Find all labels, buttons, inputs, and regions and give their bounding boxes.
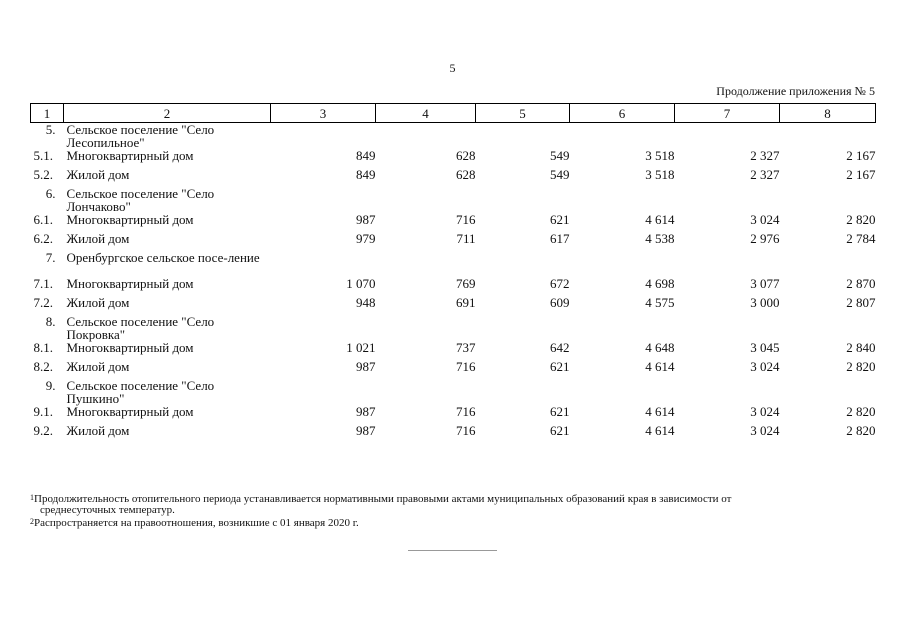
value-cell: 716 (456, 212, 476, 227)
row-name: Жилой дом (66, 295, 130, 310)
value-cell: 1 021 (346, 340, 376, 355)
row-name: Многоквартирный дом (66, 340, 194, 355)
table-row (31, 149, 876, 168)
value-cell: 987 (356, 404, 376, 419)
section-title: Оренбургское сельское посе-ление (66, 250, 260, 265)
value-cell: 3 077 (750, 276, 780, 291)
value-cell: 849 (356, 148, 376, 163)
value-cell: 769 (456, 276, 476, 291)
value-cell: 3 024 (750, 212, 780, 227)
end-rule (408, 550, 497, 551)
section-number: 9. (45, 378, 56, 393)
value-cell: 2 167 (846, 148, 876, 163)
value-cell: 2 820 (846, 212, 876, 227)
continuation-label: Продолжение приложения № 5 (716, 84, 875, 98)
column-header: 3 (271, 104, 376, 123)
column-header: 1 (31, 104, 64, 123)
value-cell: 628 (456, 167, 476, 182)
table-row (31, 277, 876, 296)
value-cell: 716 (456, 404, 476, 419)
value-cell: 2 820 (846, 423, 876, 438)
footnote-mark: 2 (30, 517, 34, 526)
value-cell: 621 (550, 423, 570, 438)
empty-cell (271, 187, 376, 213)
empty-cell (675, 251, 780, 277)
section-title: Сельское поселение "Село Лесопильное" (66, 122, 215, 150)
row-number: 8.1. (33, 340, 53, 355)
section-row (31, 187, 876, 213)
row-name: Жилой дом (66, 231, 130, 246)
row-number: 8.2. (33, 359, 53, 374)
empty-cell (476, 123, 570, 150)
empty-cell (570, 187, 675, 213)
value-cell: 3 045 (750, 340, 780, 355)
empty-cell (271, 123, 376, 150)
table-header (31, 104, 876, 123)
footnote-text: Продолжительность отопительного периода устанавливается нормативными правовыми актами муниципальных образований края в зависимости от (34, 493, 732, 505)
value-cell: 4 575 (645, 295, 675, 310)
section-row (31, 379, 876, 405)
value-cell: 3 518 (645, 148, 675, 163)
table-row (31, 213, 876, 232)
value-cell: 2 820 (846, 359, 876, 374)
row-name: Жилой дом (66, 167, 130, 182)
value-cell: 4 614 (645, 404, 675, 419)
row-name: Многоквартирный дом (66, 148, 194, 163)
section-title: Сельское поселение "Село Пушкино" (66, 378, 215, 406)
value-cell: 621 (550, 359, 570, 374)
empty-cell (476, 379, 570, 405)
value-cell: 2 784 (846, 231, 876, 246)
value-cell: 2 807 (846, 295, 876, 310)
column-header: 8 (780, 104, 876, 123)
value-cell: 2 820 (846, 404, 876, 419)
empty-cell (780, 315, 876, 341)
footnote-text: Распространяется на правоотношения, возникшие с 01 января 2020 г. (34, 517, 359, 529)
value-cell: 716 (456, 359, 476, 374)
value-cell: 3 000 (750, 295, 780, 310)
column-header: 4 (376, 104, 476, 123)
value-cell: 628 (456, 148, 476, 163)
footnote-1 (30, 494, 875, 516)
empty-cell (476, 187, 570, 213)
row-number: 9.1. (33, 404, 53, 419)
value-cell: 672 (550, 276, 570, 291)
footnotes (30, 494, 875, 531)
row-name: Жилой дом (66, 359, 130, 374)
empty-cell (570, 315, 675, 341)
value-cell: 4 614 (645, 212, 675, 227)
row-number: 5.1. (33, 148, 53, 163)
footnote-mark: 1 (30, 493, 34, 502)
empty-cell (675, 379, 780, 405)
value-cell: 2 870 (846, 276, 876, 291)
column-header: 5 (476, 104, 570, 123)
row-number: 9.2. (33, 423, 53, 438)
value-cell: 2 976 (750, 231, 780, 246)
empty-cell (675, 123, 780, 150)
value-cell: 4 614 (645, 423, 675, 438)
table-row (31, 360, 876, 379)
value-cell: 2 327 (750, 148, 780, 163)
value-cell: 642 (550, 340, 570, 355)
empty-cell (376, 251, 476, 277)
value-cell: 987 (356, 212, 376, 227)
value-cell: 3 024 (750, 404, 780, 419)
value-cell: 711 (456, 231, 476, 246)
page-number: 5 (449, 61, 456, 75)
section-number: 8. (45, 314, 56, 329)
empty-cell (271, 251, 376, 277)
value-cell: 2 167 (846, 167, 876, 182)
section-row (31, 123, 876, 150)
footnote-2 (30, 518, 875, 529)
value-cell: 979 (356, 231, 376, 246)
value-cell: 617 (550, 231, 570, 246)
empty-cell (271, 379, 376, 405)
table-row (31, 296, 876, 315)
row-number: 5.2. (33, 167, 53, 182)
row-number: 6.2. (33, 231, 53, 246)
empty-cell (675, 315, 780, 341)
table-row (31, 341, 876, 360)
row-number: 6.1. (33, 212, 53, 227)
empty-cell (675, 187, 780, 213)
empty-cell (476, 251, 570, 277)
value-cell: 4 698 (645, 276, 675, 291)
empty-cell (780, 379, 876, 405)
column-header: 7 (675, 104, 780, 123)
table-row (31, 405, 876, 424)
value-cell: 3 518 (645, 167, 675, 182)
value-cell: 609 (550, 295, 570, 310)
empty-cell (570, 251, 675, 277)
table-body (31, 123, 876, 444)
value-cell: 549 (550, 167, 570, 182)
row-number: 7.1. (33, 276, 53, 291)
value-cell: 4 648 (645, 340, 675, 355)
section-row (31, 251, 876, 277)
row-name: Многоквартирный дом (66, 276, 194, 291)
section-title: Сельское поселение "Село Лончаково" (66, 186, 215, 214)
value-cell: 948 (356, 295, 376, 310)
row-name: Многоквартирный дом (66, 212, 194, 227)
footnote-continuation: среднесуточных температур. (40, 504, 175, 516)
table-row (31, 232, 876, 251)
row-name: Жилой дом (66, 423, 130, 438)
value-cell: 1 070 (346, 276, 376, 291)
header-row (31, 104, 876, 123)
value-cell: 621 (550, 404, 570, 419)
value-cell: 621 (550, 212, 570, 227)
section-row (31, 315, 876, 341)
empty-cell (780, 251, 876, 277)
value-cell: 2 327 (750, 167, 780, 182)
column-header: 6 (570, 104, 675, 123)
row-name: Многоквартирный дом (66, 404, 194, 419)
table-row (31, 424, 876, 443)
table-row (31, 168, 876, 187)
empty-cell (376, 379, 476, 405)
value-cell: 3 024 (750, 359, 780, 374)
value-cell: 4 538 (645, 231, 675, 246)
value-cell: 737 (456, 340, 476, 355)
empty-cell (376, 187, 476, 213)
value-cell: 549 (550, 148, 570, 163)
value-cell: 2 840 (846, 340, 876, 355)
section-title: Сельское поселение "Село Покровка" (66, 314, 215, 342)
empty-cell (780, 123, 876, 150)
value-cell: 849 (356, 167, 376, 182)
section-number: 6. (45, 186, 56, 201)
empty-cell (271, 315, 376, 341)
empty-cell (570, 379, 675, 405)
value-cell: 716 (456, 423, 476, 438)
value-cell: 691 (456, 295, 476, 310)
empty-cell (376, 315, 476, 341)
empty-cell (476, 315, 570, 341)
value-cell: 3 024 (750, 423, 780, 438)
value-cell: 987 (356, 423, 376, 438)
value-cell: 4 614 (645, 359, 675, 374)
row-number: 7.2. (33, 295, 53, 310)
empty-cell (780, 187, 876, 213)
column-header: 2 (64, 104, 271, 123)
empty-cell (376, 123, 476, 150)
value-cell: 987 (356, 359, 376, 374)
section-number: 5. (45, 122, 56, 137)
section-number: 7. (45, 250, 56, 265)
tariff-table (30, 103, 876, 443)
empty-cell (570, 123, 675, 150)
